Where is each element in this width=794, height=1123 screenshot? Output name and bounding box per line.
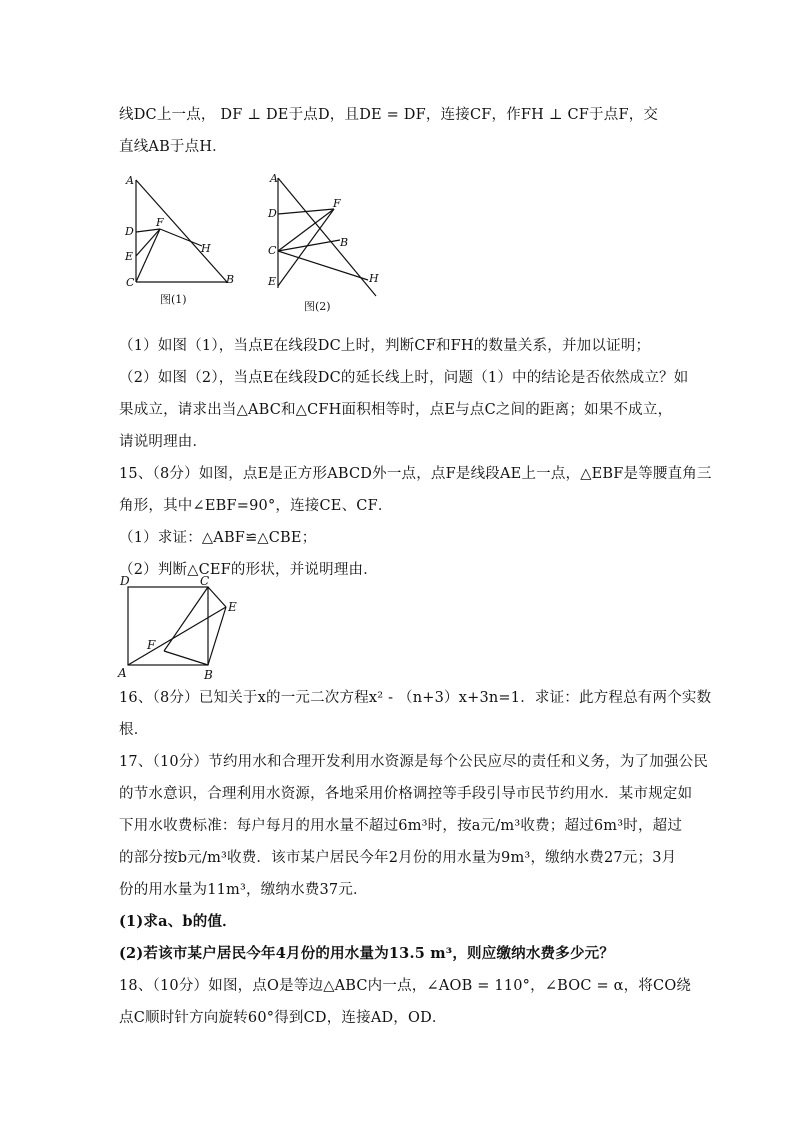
fig1-label-h: H (201, 242, 211, 255)
fig2-label-h: H (369, 272, 379, 285)
fig2-caption: 图(2) (304, 300, 331, 313)
text-line-2: 直线AB于点H． (119, 139, 227, 155)
figure-1 (122, 172, 242, 312)
fig1-label-b: B (226, 273, 235, 286)
text-line-11: 16、（8分）已知关于x的一元二次方程x² - （n+3）x+3n=1．求证：此方程总有两个实数 (119, 690, 712, 706)
text-line-10: （2）判断△CEF的形状，并说明理由． (119, 562, 378, 578)
fig1-label-d: D (125, 225, 134, 238)
text-line-1: 线DC上一点， DF ⊥ DE于点D，且DE = DF，连接CF，作FH ⊥ CF于点F，交 (119, 107, 659, 123)
text-line-19: (2)若该市某户居民今年4月份的用水量为13.5 m³，则应缴纳水费多少元？ (119, 945, 615, 962)
fig2-label-f: F (333, 197, 341, 210)
fig15-label-e: E (228, 600, 237, 614)
fig2-label-b: B (340, 236, 349, 249)
text-line-9: （1）求证：△ABF≌△CBE； (119, 530, 317, 546)
fig1-caption: 图(1) (160, 293, 187, 306)
text-line-12: 根． (119, 722, 149, 738)
fig2-label-d: D (268, 207, 277, 220)
fig15-label-f: F (147, 638, 156, 652)
text-line-4: （2）如图（2），当点E在线段DC的延长线上时，问题（1）中的结论是否依然成立？如 (119, 370, 689, 386)
text-line-15: 下用水收费标准：每户每月的用水量不超过6m³时，按a元/m³收费；超过6m³时，超过 (119, 818, 683, 834)
text-line-17: 份的用水量为11m³，缴纳水费37元． (119, 882, 368, 898)
fig2-label-e: E (268, 275, 277, 288)
text-line-8: 角形，其中∠EBF=90°，连接CE、CF． (119, 498, 393, 514)
text-line-16: 的部分按b元/m³收费．该市某户居民今年2月份的用水量为9m³，缴纳水费27元；3月 (119, 850, 677, 866)
text-line-20: 18、（10分）如图，点O是等边△ABC内一点，∠AOB = 110°，∠BOC = α，将CO绕 (119, 978, 692, 994)
figure-2 (264, 170, 394, 320)
fig1-label-c: C (126, 276, 135, 289)
fig15-label-d: D (120, 574, 130, 588)
text-line-14: 的节水意识，合理利用水资源，各地采用价格调控等手段引导市民节约用水．某市规定如 (119, 786, 693, 802)
fig15-label-b: B (204, 668, 213, 682)
fig15-label-a: A (118, 666, 127, 680)
text-line-21: 点C顺时针方向旋转60°得到CD，连接AD，OD． (119, 1010, 447, 1026)
text-line-13: 17、（10分）节约用水和合理开发利用水资源是每个公民应尽的责任和义务，为了加强公民 (119, 754, 709, 770)
fig1-label-f: F (156, 216, 164, 229)
text-line-6: 请说明理由． (119, 434, 208, 450)
text-line-3: （1）如图（1），当点E在线段DC上时，判断CF和FH的数量关系，并加以证明； (119, 338, 651, 354)
fig15-label-c: C (200, 574, 210, 588)
fig1-label-a: A (126, 174, 134, 187)
fig2-label-c: C (268, 244, 277, 257)
text-line-7: 15、（8分）如图，点E是正方形ABCD外一点，点F是线段AE上一点，△EBF是等腰直角三 (119, 466, 712, 482)
figure-15 (116, 573, 241, 683)
fig1-label-e: E (125, 250, 134, 263)
fig2-label-a: A (270, 172, 278, 185)
text-line-18: (1)求a、b的值． (119, 913, 237, 930)
text-line-5: 果成立，请求出当△ABC和△CFH面积相等时，点E与点C之间的距离；如果不成立， (119, 402, 673, 418)
